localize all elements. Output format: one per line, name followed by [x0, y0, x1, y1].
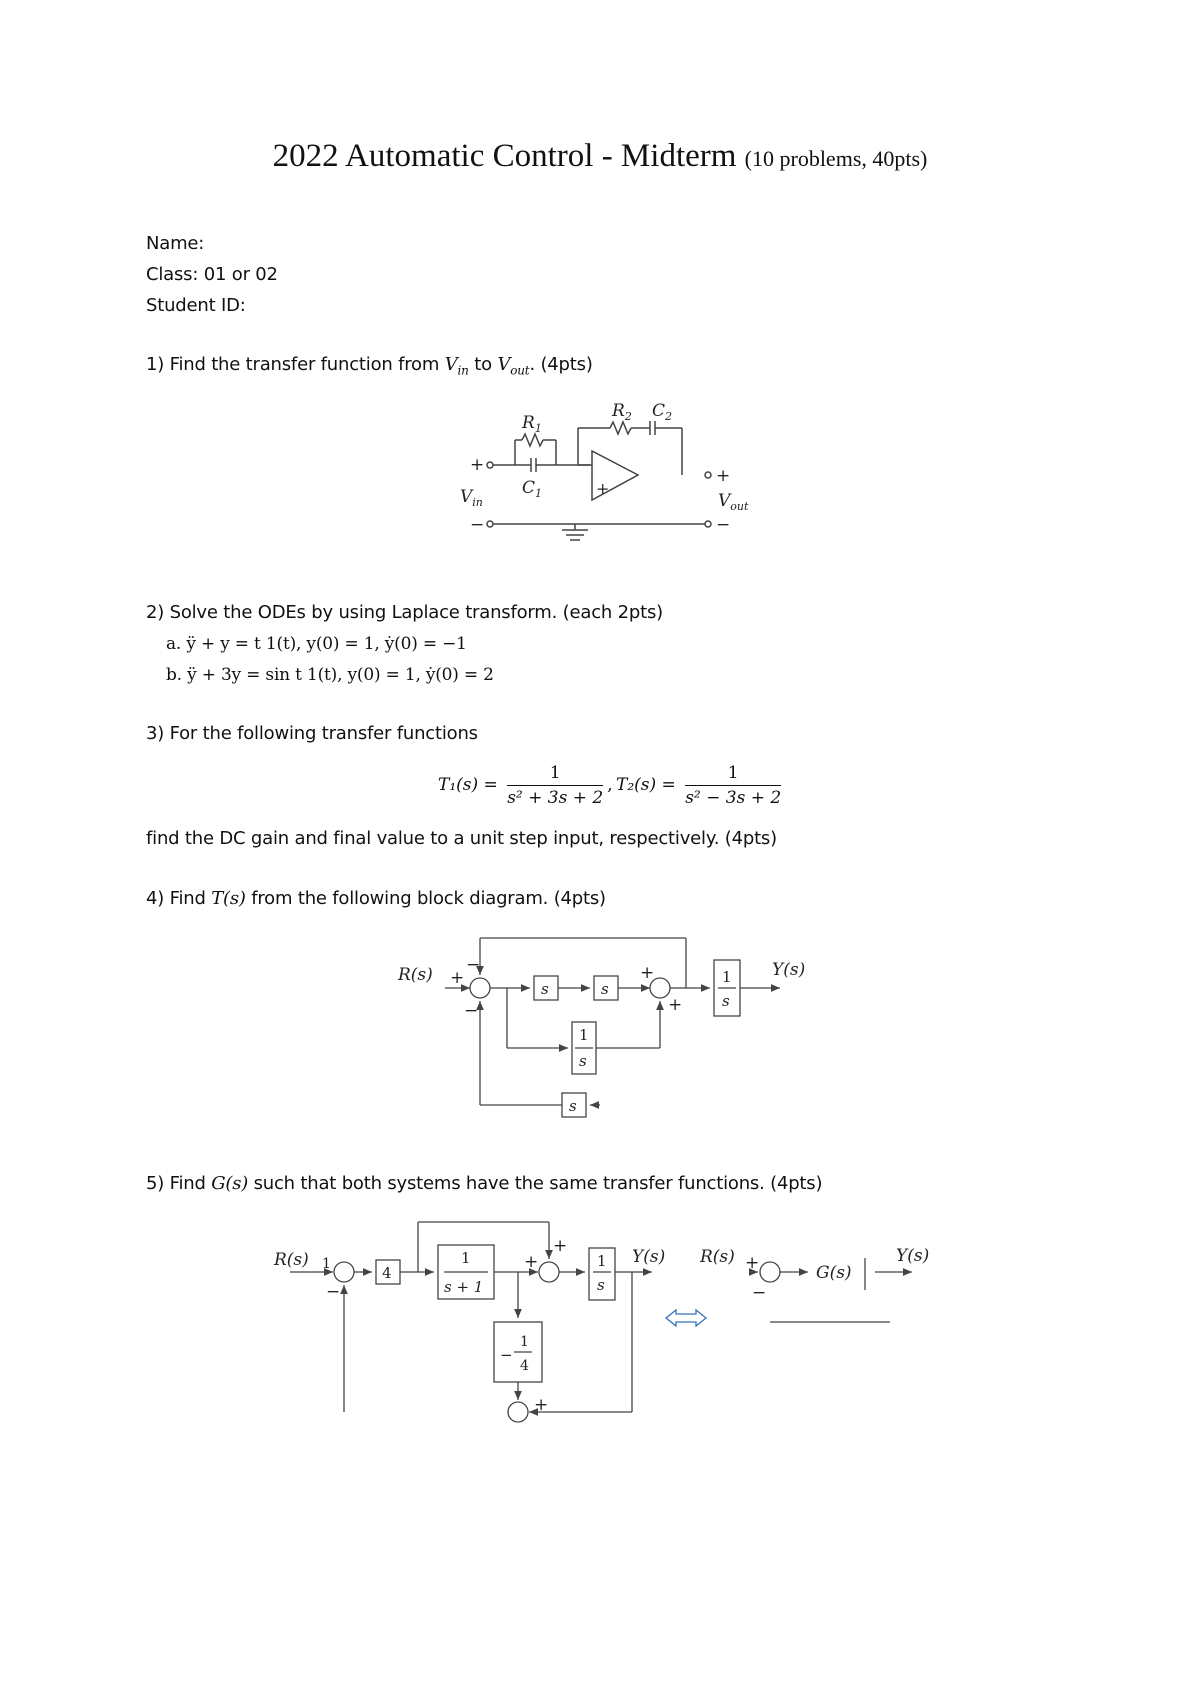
problem-4-text: 4) Find T(s) from the following block diagram. (4pts)	[146, 888, 606, 909]
p5-summing-junction-3	[508, 1402, 528, 1422]
r2-label: $R_2$	[612, 401, 632, 423]
p5-neg-num: 1	[520, 1334, 529, 1350]
problem-2a-equation: a. ÿ + y = t 1(t), y(0) = 1, ẏ(0) = −1	[166, 634, 467, 654]
problem-2-text: 2) Solve the ODEs by using Laplace transform. (each 2pts)	[146, 602, 663, 623]
p5-neg-den: 4	[520, 1358, 529, 1374]
vout-label: $V_{out}$	[718, 491, 749, 513]
p5-rhs-summing-junction	[760, 1262, 780, 1282]
vin-symbol: $V_{in}$	[444, 354, 469, 378]
title-subtitle: (10 problems, 40pts)	[744, 146, 928, 171]
p5-rhs-input-label: R(s)	[700, 1247, 735, 1267]
p5-gain-4-label: 4	[382, 1264, 392, 1282]
p4-input-label: R(s)	[398, 965, 433, 985]
title-main: 2022 Automatic Control - Midterm	[272, 138, 737, 174]
p5-tf-den: s + 1	[444, 1278, 484, 1296]
p5-rhs-minus: −	[752, 1283, 767, 1303]
p5-sum1-one: 1	[322, 1256, 331, 1272]
vin-label: $V_{in}$	[460, 487, 483, 509]
student-id-field-label: Student ID:	[146, 295, 246, 316]
problem-3-followup: find the DC gain and final value to a unit step input, respectively. (4pts)	[146, 828, 777, 849]
p5-rhs-output-label: Y(s)	[896, 1246, 930, 1266]
p4-sum2-plus-top: +	[640, 963, 655, 983]
p5-sum2-plus-left: +	[524, 1252, 539, 1272]
vin-minus-sign: −	[470, 515, 485, 535]
problem-1-text-b: to	[468, 354, 498, 375]
p4-block-out-num: 1	[722, 968, 732, 986]
p5-int-num: 1	[597, 1252, 607, 1270]
p4-sum1-minus-bottom: −	[464, 1001, 479, 1021]
name-field-label: Name:	[146, 233, 205, 254]
p4-block-inv-num: 1	[579, 1026, 589, 1044]
p4-sum2-plus-bottom: +	[668, 995, 683, 1015]
class-field-label: Class: 01 or 02	[146, 264, 278, 285]
p4-block-s-1-label: s	[541, 980, 549, 998]
p4-block-inv-den: s	[579, 1052, 587, 1070]
p4-block-s-3-label: s	[569, 1097, 577, 1115]
problem-1-text-c: . (4pts)	[529, 354, 593, 375]
p5-sum2-plus-top: +	[553, 1236, 568, 1256]
problem-1-text-a: 1) Find the transfer function from	[146, 354, 445, 375]
p4-sum1-plus: +	[450, 968, 465, 988]
p4-output-label: Y(s)	[772, 960, 806, 980]
p5-output-label: Y(s)	[632, 1247, 666, 1267]
vout-symbol: $V_{out}$	[497, 354, 530, 378]
p5-rhs-block-label: G(s)	[816, 1263, 852, 1283]
p5-rhs-plus: +	[745, 1253, 760, 1273]
p4-block-s-2-label: s	[601, 980, 609, 998]
transfer-function-t1: T₁(s) = $\frac{1}{\text{s² + 3s + 2}}$ ,	[438, 763, 613, 808]
vin-plus-sign: +	[470, 455, 485, 475]
p5-input-label: R(s)	[274, 1250, 309, 1270]
p5-sum1-minus: −	[326, 1282, 341, 1302]
problem-2b-equation: b. ÿ + 3y = sin t 1(t), y(0) = 1, ẏ(0) = 2	[166, 665, 494, 685]
p5-summing-junction-2	[539, 1262, 559, 1282]
opamp-plus-label: +	[596, 479, 610, 498]
equivalence-arrow-icon	[666, 1310, 706, 1326]
vout-plus-sign: +	[716, 466, 731, 486]
p5-tf-num: 1	[461, 1249, 471, 1267]
c2-label: $C_2$	[652, 401, 673, 423]
p4-sum1-minus-top: −	[466, 955, 481, 975]
transfer-function-t2: T₂(s) = $\frac{1}{\text{s² − 3s + 2}}$	[616, 763, 782, 808]
problem-5-text: 5) Find G(s) such that both systems have the same transfer functions. (4pts)	[146, 1173, 823, 1194]
p5-int-den: s	[597, 1276, 605, 1294]
p5-neg-sign: −	[500, 1346, 513, 1364]
p4-block-out-den: s	[722, 992, 730, 1010]
p5-sum3-plus: +	[534, 1395, 549, 1415]
c1-label: $C_1$	[522, 478, 543, 500]
problem-3-text: 3) For the following transfer functions	[146, 723, 478, 744]
r1-label: $R_1$	[522, 413, 542, 435]
vout-minus-sign: −	[716, 515, 731, 535]
p5-summing-junction-1	[334, 1262, 354, 1282]
